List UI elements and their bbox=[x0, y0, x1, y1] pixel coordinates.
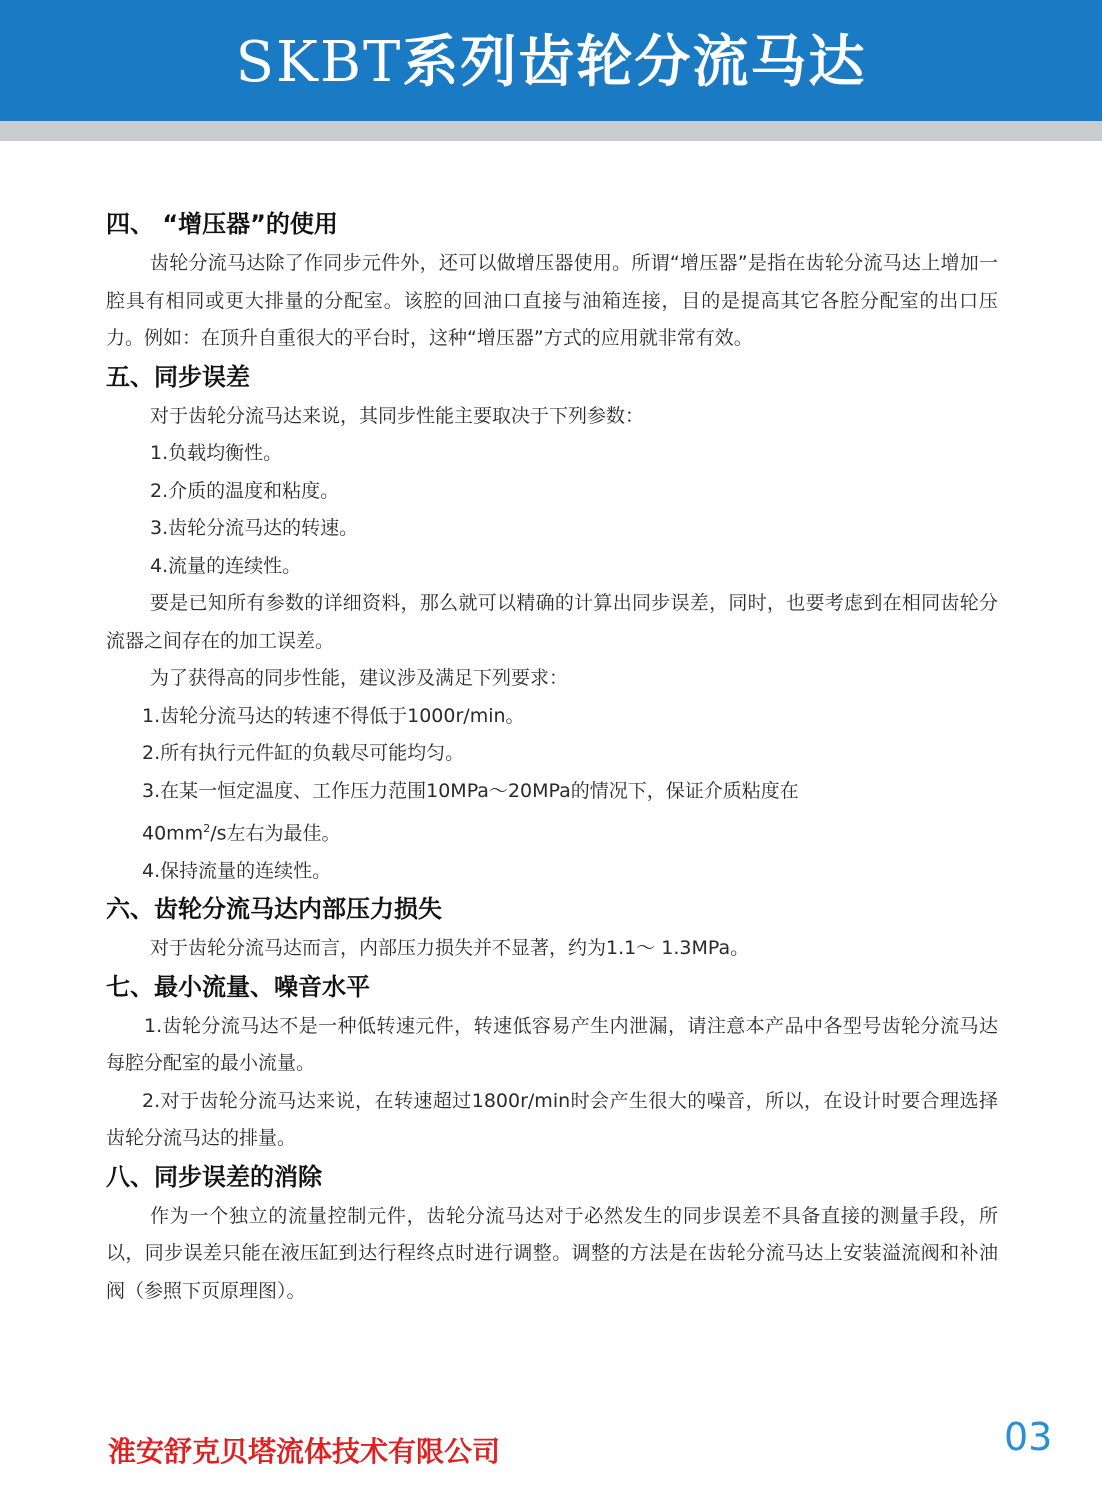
list-item-continuation bbox=[106, 810, 998, 853]
title-latin: SKBT bbox=[235, 29, 403, 95]
paragraph-booster: 齿轮分流马达除了作同步元件外，还可以做增压器使用。所谓“增压器”是指在齿轮分流马达上增加一腔具有相同或更大排量的分配室。该腔的回油口直接与油箱连接，目的是提高其它各腔分配室的出口压力。例如：在顶升自重很大的平台时，这种“增压器”方式的应用就非常有效。 bbox=[106, 252, 998, 349]
paragraph-pressure-loss: 对于齿轮分流马达而言，内部压力损失并不显著，约为1.1～ 1.3MPa。 bbox=[150, 937, 750, 960]
paragraph-error-elimination: 作为一个独立的流量控制元件，齿轮分流马达对于必然发生的同步误差不具备直接的测量手段，所以，同步误差只能在液压缸到达行程终点时进行调整。调整的方法是在齿轮分流马达上安装溢流阀和补油阀（参照下页原理图）。 bbox=[106, 1204, 998, 1302]
paragraph-sync-requirements-intro: 为了获得高的同步性能，建议涉及满足下列要求： bbox=[150, 667, 569, 689]
viscosity-suffix: /s左右为最佳。 bbox=[210, 822, 341, 845]
list-item: 2.所有执行元件缸的负载尽可能均匀。 bbox=[142, 742, 465, 764]
page-title bbox=[236, 18, 867, 98]
list-item: 2.介质的温度和粘度。 bbox=[150, 479, 340, 502]
section-heading-error-elimination: 八、同步误差的消除 bbox=[106, 1162, 322, 1191]
paragraph-noise: 2.对于齿轮分流马达来说，在转速超过1800r/min时会产生很大的噪音，所以，在设计时要合理选择齿轮分流马达的排量。 bbox=[106, 1089, 998, 1150]
header-banner bbox=[0, 0, 1102, 121]
section-heading-min-flow-noise: 七、最小流量、噪音水平 bbox=[106, 972, 370, 1001]
list-item: 1.负载均衡性。 bbox=[150, 442, 283, 464]
company-name: 淮安舒克贝塔流体技术有限公司 bbox=[108, 1435, 501, 1468]
paragraph-sync-details: 要是已知所有参数的详细资料，那么就可以精确的计算出同步误差，同时，也要考虑到在相同齿轮分流器之间存在的加工误差。 bbox=[106, 592, 998, 652]
section-heading-sync-error: 五、同步误差 bbox=[106, 362, 250, 391]
header-divider bbox=[0, 121, 1102, 141]
list-item: 1.齿轮分流马达的转速不得低于1000r/min。 bbox=[142, 704, 525, 727]
viscosity-prefix: 40mm bbox=[142, 822, 204, 845]
section-heading-pressure-loss: 六、齿轮分流马达内部压力损失 bbox=[106, 895, 442, 924]
paragraph-min-flow: 1.齿轮分流马达不是一种低转速元件，转速低容易产生内泄漏，请注意本产品中各型号齿轮分流马达每腔分配室的最小流量。 bbox=[106, 1014, 998, 1075]
viscosity-superscript: 2 bbox=[203, 822, 211, 835]
section-heading-booster: 四、 “增压器”的使用 bbox=[106, 210, 338, 238]
paragraph-sync-intro: 对于齿轮分流马达来说，其同步性能主要取决于下列参数： bbox=[150, 404, 645, 427]
list-item: 3.在某一恒定温度、工作压力范围10MPa～20MPa的情况下，保证介质粘度在 bbox=[142, 779, 799, 802]
list-item: 4.流量的连续性。 bbox=[150, 554, 302, 577]
title-cjk: 系列齿轮分流马达 bbox=[402, 29, 867, 95]
document-body bbox=[106, 205, 998, 1310]
list-item: 4.保持流量的连续性。 bbox=[142, 859, 332, 882]
page-number: 03 bbox=[1004, 1415, 1053, 1459]
list-item: 3.齿轮分流马达的转速。 bbox=[150, 517, 359, 539]
